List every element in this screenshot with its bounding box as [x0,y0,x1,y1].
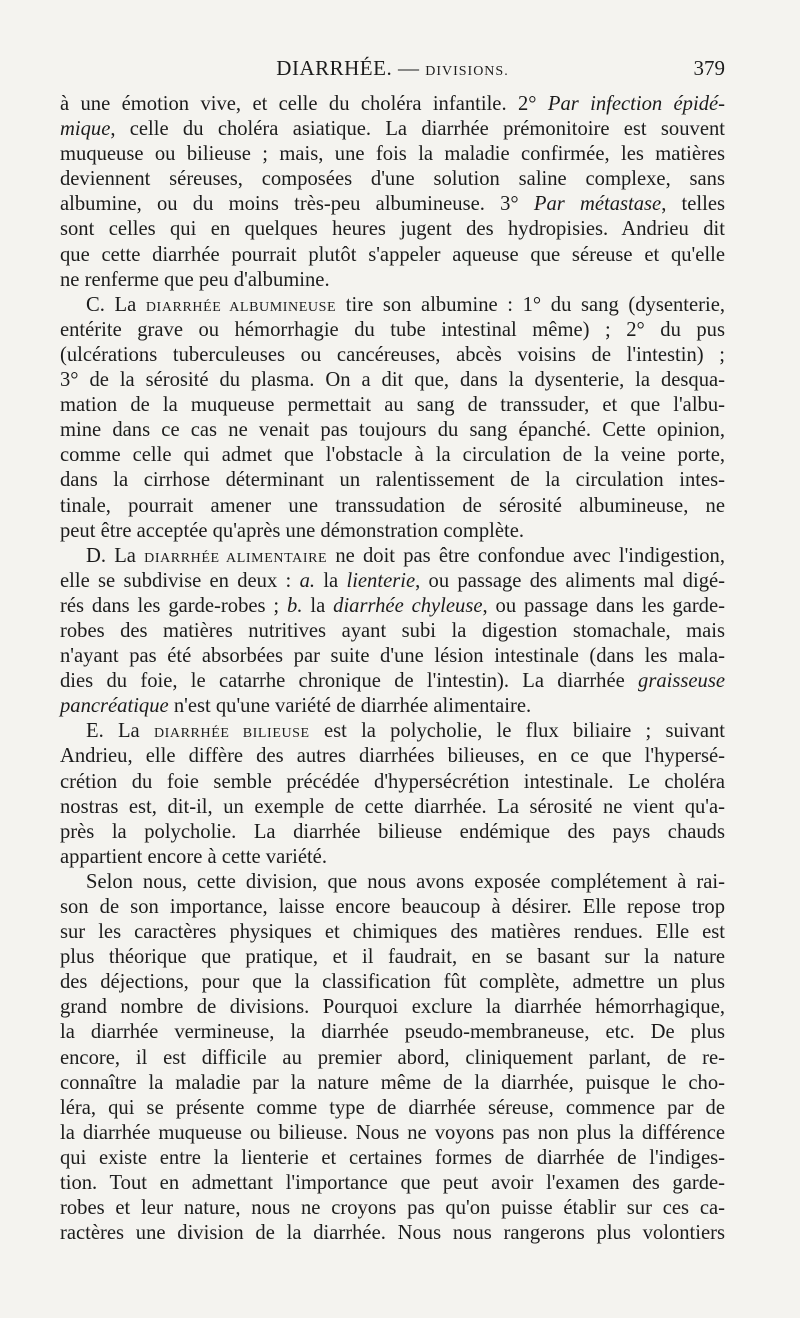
text-line [60,243,725,268]
text-line [60,945,725,970]
text-segment: rés dans les garde-robes ; [60,594,288,617]
text-line [60,920,725,945]
text-line [60,1171,725,1196]
text-segment: comme celle qui admet que l'obstacle à la circulation de la veine porte, [60,444,725,467]
italic-text: diarrhée chyleuse [333,594,483,617]
text-line [60,895,725,920]
text-line [60,744,725,769]
text-segment: Selon nous, cette division, que nous avons exposée complétement à rai- [86,870,725,893]
italic-text: b. [287,594,303,617]
text-line [60,845,725,870]
text-segment: robes des matières nutritives ayant subi la digestion stomachale, mais [60,619,725,642]
text-line [60,694,725,719]
text-segment: à une émotion vive, et celle du choléra infantile. 2° [60,93,548,115]
text-segment: mine dans ce cas ne venait pas toujours du sang épanché. Cette opinion, [60,419,725,442]
text-line [60,1046,725,1071]
text-segment: entérite grave ou hémorrhagie du tube intestinal même) ; 2° du pus [60,318,725,341]
text-segment: encore, il est difficile au premier abord, cliniquement parlant, de re- [60,1046,725,1069]
running-title-small: DIVISIONS. [425,64,509,79]
text-segment: léra, qui se présente comme type de diarrhée séreuse, commence par de [60,1096,725,1119]
running-title [60,56,725,81]
text-line [60,167,725,192]
text-segment: 3° de la sérosité du plasma. On a dit que, dans la dysenterie, la desqua- [60,369,725,392]
text-line [60,217,725,242]
text-segment: C. La [86,293,146,316]
text-segment: sur les caractères physiques et chimiques des matières rendues. Elle est [60,921,725,944]
text-segment: Andrieu, elle diffère des autres diarrhées bilieuses, en ce que l'hypersé- [60,745,725,768]
text-segment: , ou passage dans les garde- [482,594,725,617]
text-line [60,719,725,744]
text-line [60,569,725,594]
text-segment: grand nombre de divisions. Pourquoi exclure la diarrhée hémorrhagique, [60,996,725,1019]
text-line [60,820,725,845]
text-line [60,1196,725,1221]
text-line [60,1221,725,1246]
text-segment: D. La [86,544,145,567]
italic-text: graisseuse [638,670,725,693]
text-segment: sont celles qui en quelques heures jugent des hydropisies. Andrieu dit [60,218,725,241]
text-segment: dies du foie, le catarrhe chronique de l'intestin). La diarrhée [60,670,639,693]
page-number: 379 [693,56,725,80]
text-segment: ne doit pas être confondue avec l'indigestion, [327,544,725,567]
small-caps-text: DIARRHÉE ALBUMINEUSE [145,299,337,315]
text-segment: est la polycholie, le flux biliaire ; suivant [309,720,726,743]
text-line [60,1121,725,1146]
text-line [60,995,725,1020]
text-segment: E. La [86,720,154,743]
text-segment: ne renferme que peu d'albumine. [60,268,330,291]
text-line [60,544,725,569]
text-segment: , telles [661,193,726,216]
text-line [60,795,725,820]
small-caps-text: DIARRHÉE BILIEUSE [153,726,310,742]
italic-text: Par métastase [533,193,662,216]
text-line [60,293,725,318]
text-line [60,192,725,217]
text-segment: la [315,569,347,592]
text-segment: qui existe entre la lienterie et certaines formes de diarrhée de l'indiges- [60,1146,725,1169]
text-segment: peut être acceptée qu'après une démonstration complète. [60,519,525,542]
text-segment: nostras est, dit-il, un exemple de cette diarrhée. La sérosité ne vient qu'a- [60,795,725,818]
text-segment: des déjections, pour que la classification fût complète, admettre un plus [60,971,725,994]
text-segment: près la polycholie. La diarrhée bilieuse endémique des pays chauds [60,820,725,843]
italic-text: lienterie [346,569,416,592]
text-line [60,970,725,995]
text-line [60,519,725,544]
text-line [60,594,725,619]
running-header [60,56,725,86]
text-line [60,117,725,142]
text-line [60,368,725,393]
italic-text: a. [299,569,316,592]
text-line [60,92,725,117]
small-caps-text: DIARRHÉE ALIMENTAIRE [144,550,328,566]
text-segment: ractères une division de la diarrhée. Nous nous rangerons plus volontiers [60,1222,725,1245]
text-segment: tion. Tout en admettant l'importance que peut avoir l'examen des garde- [60,1172,725,1195]
text-segment: robes et leur nature, nous ne croyons pas qu'on puisse établir sur ces ca- [60,1197,725,1220]
text-segment: , celle du choléra asiatique. La diarrhée prémonitoire est souvent [110,118,725,141]
text-line [60,1096,725,1121]
text-segment: n'ayant pas été absorbées par suite d'une lésion intestinale (dans les mala- [60,645,725,668]
italic-text: pancréatique [60,695,169,718]
running-title-main: DIARRHÉE. — [276,56,426,80]
text-segment: appartient encore à cette variété. [60,845,327,868]
text-line [60,443,725,468]
text-segment: dans la cirrhose déterminant un ralentissement de la circulation intes- [60,469,725,492]
text-line [60,619,725,644]
text-segment: son de son importance, laisse encore beaucoup à désirer. Elle repose trop [60,896,725,918]
italic-text: mique [60,118,111,141]
text-segment: plus théorique que pratique, et il faudrait, en se basant sur la nature [60,946,725,969]
text-segment: la diarrhée vermineuse, la diarrhée pseudo-membraneuse, etc. De plus [60,1021,725,1044]
body-text [60,92,725,1246]
text-segment: n'est qu'une variété de diarrhée alimentaire. [168,695,532,718]
text-line [60,343,725,368]
text-segment: que cette diarrhée pourrait plutôt s'appeler aqueuse que séreuse et qu'elle [60,243,725,266]
text-segment: deviennent séreuses, composées d'une solution saline complexe, sans [60,168,725,191]
text-segment: tire son albumine : 1° du sang (dysenterie, [336,293,725,316]
text-line [60,770,725,795]
text-line [60,318,725,343]
text-line [60,142,725,167]
text-line [60,870,725,895]
text-segment: mation de la muqueuse permettait au sang de transsuder, et que l'albu- [60,394,725,417]
text-segment: (ulcérations tuberculeuses ou cancéreuses, abcès voisins de l'intestin) ; [60,343,725,366]
text-segment: , ou passage des aliments mal digé- [415,569,725,592]
text-segment: connaître la maladie par la nature même de la diarrhée, puisque le cho- [60,1071,725,1094]
text-line [60,644,725,669]
text-line [60,494,725,519]
text-line [60,468,725,493]
text-segment: la diarrhée muqueuse ou bilieuse. Nous ne voyons pas non plus la différence [60,1121,725,1144]
italic-text: Par infection épidé- [547,93,725,115]
text-line [60,1146,725,1171]
text-line [60,393,725,418]
text-segment: crétion du foie semble précédée d'hypersécrétion intestinale. Le choléra [60,770,725,793]
text-segment: tinale, pourrait amener une transsudation de sérosité albumineuse, ne [60,494,725,517]
text-line [60,418,725,443]
text-line [60,1071,725,1096]
text-segment: muqueuse ou bilieuse ; mais, une fois la maladie confirmée, les matières [60,143,725,166]
text-line [60,268,725,293]
text-segment: albumine, ou du moins très-peu albumineuse. 3° [60,193,534,216]
text-line [60,669,725,694]
text-segment: la [302,594,334,617]
text-segment: elle se subdivise en deux : [60,569,300,592]
text-line [60,1020,725,1045]
